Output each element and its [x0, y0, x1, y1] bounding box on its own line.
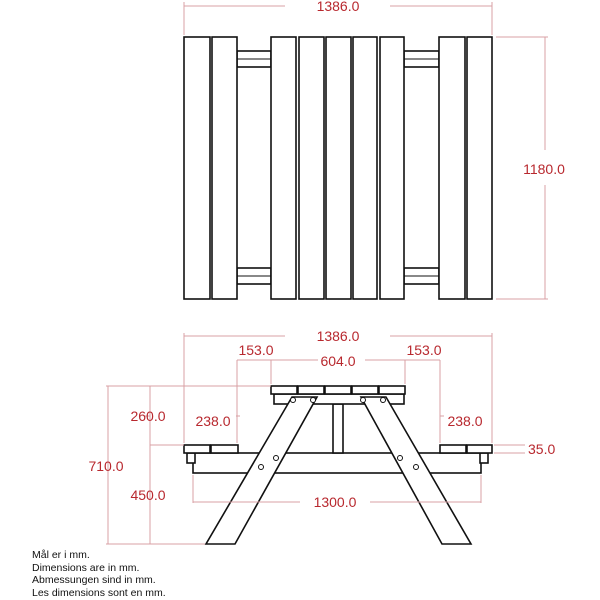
center-post [333, 404, 343, 453]
left-overhang-dimension: 153.0 [238, 342, 274, 358]
note-english: Dimensions are in mm. [32, 561, 140, 574]
note-german: Abmessungen sind in mm. [32, 574, 156, 586]
top-width-dimension: 1386.0 [316, 0, 360, 14]
total-height-dimension: 710.0 [88, 458, 124, 474]
frame-width-dimension: 1300.0 [313, 494, 357, 510]
bench-beam [193, 453, 481, 473]
note-french: Les dimensions sont en mm. [32, 586, 166, 599]
table-top-width-dimension: 604.0 [320, 353, 356, 369]
note-danish: Mål er i mm. [32, 549, 90, 561]
seat-thickness-dimension: 35.0 [528, 441, 556, 457]
right-overhang-dimension: 153.0 [406, 342, 442, 358]
top-view [184, 0, 565, 299]
table-top-planks [271, 386, 405, 394]
right-seat-width-dimension: 238.0 [447, 413, 483, 429]
seat-height-dimension: 450.0 [130, 487, 166, 503]
top-planks [184, 37, 492, 299]
top-to-seat-dimension: 260.0 [130, 408, 166, 424]
top-depth-dimension: 1180.0 [523, 161, 565, 177]
overall-width-dimension: 1386.0 [316, 328, 360, 344]
left-seat-width-dimension: 238.0 [195, 413, 231, 429]
side-view [88, 328, 555, 544]
unit-notes [32, 549, 166, 599]
